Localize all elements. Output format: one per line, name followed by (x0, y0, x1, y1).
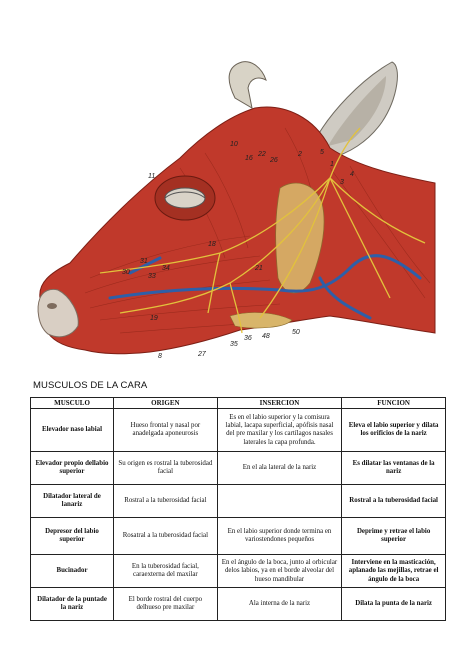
label-34: 34 (162, 265, 170, 272)
cell-funcion: Eleva el labio superior y dilata los orificios de la nariz (342, 409, 446, 452)
cell-insercion: Es en el labio superior y la comisura labial, lacapa superficial, apófisis nasal del pre maxilar y los cartílagos nasales laterales la capa profunda. (217, 409, 342, 452)
label-26: 26 (270, 157, 278, 164)
label-3: 3 (340, 179, 344, 186)
section-title: MUSCULOS DE LA CARA (33, 380, 148, 391)
label-50: 50 (292, 329, 300, 336)
cell-origen: En la tuberosidad facial, caraexterna del maxilar (114, 555, 218, 588)
table-row (31, 518, 446, 555)
table-row (31, 555, 446, 588)
label-8: 8 (158, 353, 162, 360)
label-16: 16 (245, 155, 253, 162)
horn (229, 62, 266, 108)
cow-head-muscle-illustration (30, 58, 445, 370)
label-18: 18 (208, 241, 216, 248)
cell-origen: Hueso frontal y nasal por anadelgada aponeurosis (114, 409, 218, 452)
cell-insercion: En el ala lateral de la nariz (217, 452, 342, 485)
label-11: 11 (148, 173, 156, 180)
muscle-table (30, 397, 446, 621)
label-35: 35 (230, 341, 238, 348)
header-funcion: FUNCION (342, 398, 446, 409)
table-row (31, 409, 446, 452)
cell-musculo: Bucinador (31, 555, 114, 588)
cell-insercion: Ala interna de la nariz (217, 588, 342, 621)
label-5: 5 (320, 149, 324, 156)
cell-insercion (217, 485, 342, 518)
eye (165, 188, 205, 208)
cell-musculo: Dilatador de la puntade la nariz (31, 588, 114, 621)
label-36: 36 (244, 335, 252, 342)
label-27: 27 (198, 351, 206, 358)
header-origen: ORIGEN (114, 398, 218, 409)
cell-insercion: En el ángulo de la boca, junto al orbicular delos labios, ya en el borde alveolar del hueso mandibular (217, 555, 342, 588)
label-19: 19 (150, 315, 158, 322)
cell-musculo: Depresor del labio superior (31, 518, 114, 555)
cell-musculo: Elevador propio dellabio superior (31, 452, 114, 485)
header-insercion: INSERCION (217, 398, 342, 409)
cell-origen: Su origen es rostral la tuberosidad facial (114, 452, 218, 485)
cell-funcion: Es dilatar las ventanas de la nariz (342, 452, 446, 485)
table-row (31, 452, 446, 485)
cell-musculo: Dilatador lateral de lanariz (31, 485, 114, 518)
label-22: 22 (258, 151, 266, 158)
label-48: 48 (262, 333, 270, 340)
table-row (31, 485, 446, 518)
label-1: 1 (330, 161, 334, 168)
cell-funcion: Interviene en la masticación, aplanado las mejillas, retrae el ángulo de la boca (342, 555, 446, 588)
label-21: 21 (255, 265, 263, 272)
cell-insercion: En el labio superior donde termina en variostendones pequeños (217, 518, 342, 555)
label-30: 30 (122, 269, 130, 276)
label-4: 4 (350, 171, 354, 178)
label-31: 31 (140, 258, 148, 265)
header-musculo: MUSCULO (31, 398, 114, 409)
label-2: 2 (298, 151, 302, 158)
table-header-row (31, 398, 446, 409)
nostril (47, 303, 57, 309)
cell-funcion: Deprime y retrae el labio superior (342, 518, 446, 555)
cell-origen: Rosatral a la tuberosidad facial (114, 518, 218, 555)
cell-origen: Rostral a la tuberosidad facial (114, 485, 218, 518)
table-row (31, 588, 446, 621)
cell-musculo: Elevador naso labial (31, 409, 114, 452)
label-33: 33 (148, 273, 156, 280)
label-10: 10 (230, 141, 238, 148)
cell-funcion: Rostral a la tuberosidad facial (342, 485, 446, 518)
cell-origen: El borde rostral del cuerpo delhueso pre maxilar (114, 588, 218, 621)
cell-funcion: Dilata la punta de la nariz (342, 588, 446, 621)
